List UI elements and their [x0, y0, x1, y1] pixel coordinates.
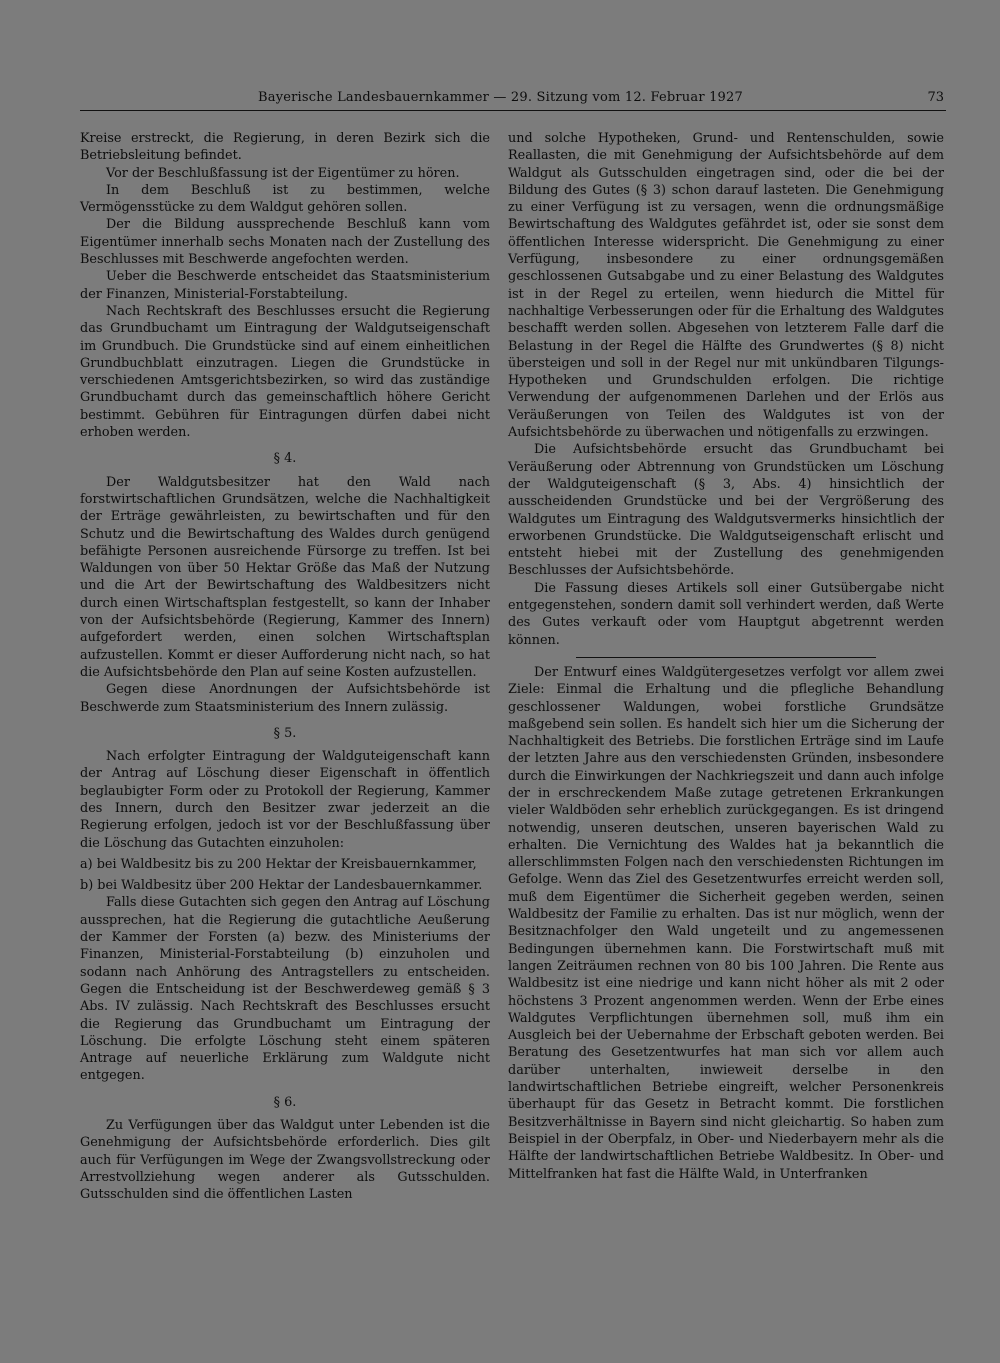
paragraph: Ueber die Beschwerde entscheidet das Staatsministerium der Finanzen, Ministerial-Forstabteilung. — [80, 269, 490, 302]
page-number: 73 — [927, 90, 944, 105]
section-heading: § 5. — [273, 725, 297, 741]
paragraph: Nach erfolgter Eintragung der Waldguteigenschaft kann der Antrag auf Löschung dieser Eigenschaft in öffentlich beglaubigter Form oder zu Protokoll der Regierung, Kammer des Innern, durch den Besitzer zwar jederzeit an die Regierung erfolgen, jedoch ist vor der Beschlußfassung über die Löschung das Gutachten einzuholen: — [80, 749, 490, 851]
paragraph: Die Aufsichtsbehörde ersucht das Grundbuchamt bei Veräußerung oder Abtrennung von Grundstücken um Löschung der Waldguteigenschaft (§ 3, Abs. 4) hinsichtlich der ausscheidenden Grundstücke und bei der Vergrößerung des Waldgutes um Eintragung des Waldgutsvermerks hinsichtlich der erworbenen Grundstücke. Die Waldgutseigenschaft erlischt und entsteht hiebei mit der Zustellung des genehmigenden Beschlusses der Aufsichtsbehörde. — [508, 442, 944, 579]
paragraph: Falls diese Gutachten sich gegen den Antrag auf Löschung aussprechen, hat die Regierung die gutachtliche Aeußerung der Kammer der Forsten (a) bezw. des Ministeriums der Finanzen, Ministerial-Forstabteilung (b) einzuholen und sodann nach Anhörung des Antragstellers zu entscheiden. Gegen die Entscheidung ist der Beschwerdeweg gemäß § 3 Abs. IV zulässig. Nach Rechtskraft des Beschlusses ersucht die Regierung das Grundbuchamt um Eintragung der Löschung. Die erfolgte Löschung steht einem späteren Antrage auf neuerliche Erklärung zum Waldgute nicht entgegen. — [80, 895, 490, 1084]
list-item: a) bei Waldbesitz bis zu 200 Hektar der Kreisbauernkammer, — [80, 856, 477, 872]
paragraph: Vor der Beschlußfassung ist der Eigentümer zu hören. — [106, 165, 460, 181]
section-heading: § 4. — [273, 451, 297, 467]
right-column — [508, 130, 944, 1183]
paragraph: Die Fassung dieses Artikels soll einer Gutsübergabe nicht entgegenstehen, sondern damit soll verhindert werden, daß Werte des Gutes verkauft oder vom Hauptgut abgetrennt werden können. — [508, 580, 944, 648]
page-header — [80, 88, 946, 111]
paragraph: Der Waldgutsbesitzer hat den Wald nach forstwirtschaftlichen Grundsätzen, welche die Nachhaltigkeit der Erträge gewährleisten, zu bewirtschaften und für den Schutz und die Bewirtschaftung des Waldes durch genügend befähigte Personen ausreichende Fürsorge zu treffen. Ist bei Waldungen von über 50 Hektar Größe das Maß der Nutzung und die Art der Bewirtschaftung des Waldbesitzers nicht durch einen Wirtschaftsplan festgestellt, so kann der Inhaber von der Aufsichtsbehörde (Regierung, Kammer des Innern) aufgefordert werden, einen solchen Wirtschaftsplan aufzustellen. Kommt er dieser Aufforderung nicht nach, so hat die Aufsichtsbehörde den Plan auf seine Kosten aufzustellen. — [80, 474, 490, 680]
paragraph: Kreise erstreckt, die Regierung, in deren Bezirk sich die Betriebsleitung befindet. — [80, 131, 490, 164]
list-item: b) bei Waldbesitz über 200 Hektar der Landesbauernkammer. — [80, 878, 483, 894]
paragraph: Nach Rechtskraft des Beschlusses ersucht die Regierung das Grundbuchamt um Eintragung der Waldgutseigenschaft im Grundbuch. Die Grundstücke sind auf einem einheitlichen Grundbuchblatt einzutragen. Liegen die Grundstücke in verschiedenen Amtsgerichtsbezirken, so wird das zuständige Grundbuchamt durch das gemeinschaftlich höhere Gericht bestimmt. Gebühren für Eintragungen dürfen dabei nicht erhoben werden. — [80, 303, 490, 441]
paragraph: Der die Bildung aussprechende Beschluß kann vom Eigentümer innerhalb sechs Monaten nach der Zustellung des Beschlusses mit Beschwerde angefochten werden. — [80, 217, 490, 268]
paragraph: In dem Beschluß ist zu bestimmen, welche Vermögensstücke zu dem Waldgut gehören sollen. — [80, 182, 490, 216]
paragraph: Gegen diese Anordnungen der Aufsichtsbehörde ist Beschwerde zum Staatsministerium des Innern zulässig. — [80, 682, 490, 715]
paragraph: Zu Verfügungen über das Waldgut unter Lebenden ist die Genehmigung der Aufsichtsbehörde erforderlich. Dies gilt auch für Verfügungen im Wege der Zwangsvollstreckung oder Arrestvollziehung wegen anderer als Gutsschulden. Gutsschulden sind die öffentlichen Lasten — [80, 1118, 490, 1203]
running-title: Bayerische Landesbauernkammer — 29. Sitzung vom 12. Februar 1927 — [258, 90, 743, 105]
paragraph: und solche Hypotheken, Grund- und Rentenschulden, sowie Reallasten, die mit Genehmigung der Aufsichtsbehörde auf dem Waldgut als Gutsschulden eingetragen sind, oder die bei der Bildung des Gutes (§ 3) schon darauf lasteten. Die Genehmigung zu einer Verfügung ist zu versagen, wenn die ordnungsmäßige Bewirtschaftung des Waldgutes gefährdet ist, oder sie sonst dem öffentlichen Interesse widerspricht. Die Genehmigung zu einer Verfügung, insbesondere zu einer ordnungsgemäßen geschlossenen Gutsabgabe und zu einer Belastung des Waldgutes ist in der Regel zu erteilen, wenn hiedurch die Mittel für nachhaltige Verbesserungen oder für die Erhaltung des Waldgutes beschafft werden sollen. Abgesehen von letzterem Falle darf die Belastung in der Regel die Hälfte des Grundwertes (§ 8) nicht übersteigen und soll in der Regel nur mit unkündbaren Tilgungs-Hypotheken und Grundschulden erfolgen. Die richtige Verwendung der aufgenommenen Darlehen und der Erlös aus Veräußerungen von Teilen des Waldgutes ist von der Aufsichtsbehörde zu überwachen und nötigenfalls zu erzwingen. — [508, 131, 944, 441]
section-divider — [576, 657, 876, 658]
section-heading: § 6. — [273, 1094, 297, 1110]
paragraph: Der Entwurf eines Waldgütergesetzes verfolgt vor allem zwei Ziele: Einmal die Erhaltung und die pflegliche Behandlung geschlossener Waldungen, wobei forstliche Grundsätze maßgebend sein sollen. Es handelt sich hier um die Sicherung der Nachhaltigkeit des Betriebs. Die forstlichen Erträge sind im Laufe der letzten Jahre aus den verschiedensten Gründen, insbesondere durch die Einwirkungen der Nachkriegszeit und dann auch infolge der in erschreckendem Maße zutage getretenen Erkrankungen vieler Waldböden sehr erheblich zurückgegangen. Es ist dringend notwendig, unseren deutschen, unseren bayerischen Wald zu erhalten. Die Vernichtung des Waldes hat ja bekanntlich die allerschlimmsten Folgen nach den verschiedensten Richtungen im Gefolge. Wenn das Ziel des Gesetzentwurfes erreicht werden soll, muß dem Eigentümer die Sicherheit gegeben werden, seinen Waldbesitz der Familie zu erhalten. Das ist nur möglich, wenn der Besitznachfolger den Wald ungeteilt und zu angemessenen Bedingungen übernehmen kann. Die Forstwirtschaft muß mit langen Zeiträumen rechnen von 80 bis 100 Jahren. Die Rente aus Waldbesitz ist eine niedrige und kann nicht höher als mit 2 oder höchstens 3 Prozent angenommen werden. Wenn der Erbe eines Waldgutes Verpflichtungen übernehmen soll, muß ihm ein Ausgleich bei der Uebernahme der Erbschaft geboten werden. Bei Beratung des Gesetzentwurfes hat man sich vor allem auch darüber unterhalten, inwieweit derselbe in den landwirtschaftlichen Betriebe eingreift, welcher Personenkreis überhaupt für das Gesetz in Betracht kommt. Die forstlichen Besitzverhältnisse in Bayern sind nicht gleichartig. So haben zum Beispiel in der Oberpfalz, in Ober- und Niederbayern mehr als die Hälfte der landwirtschaftlichen Betriebe Waldbesitz. In Ober- und Mittelfranken hat fast die Hälfte Wald, in Unterfranken — [508, 664, 944, 1182]
left-column — [80, 130, 490, 1204]
